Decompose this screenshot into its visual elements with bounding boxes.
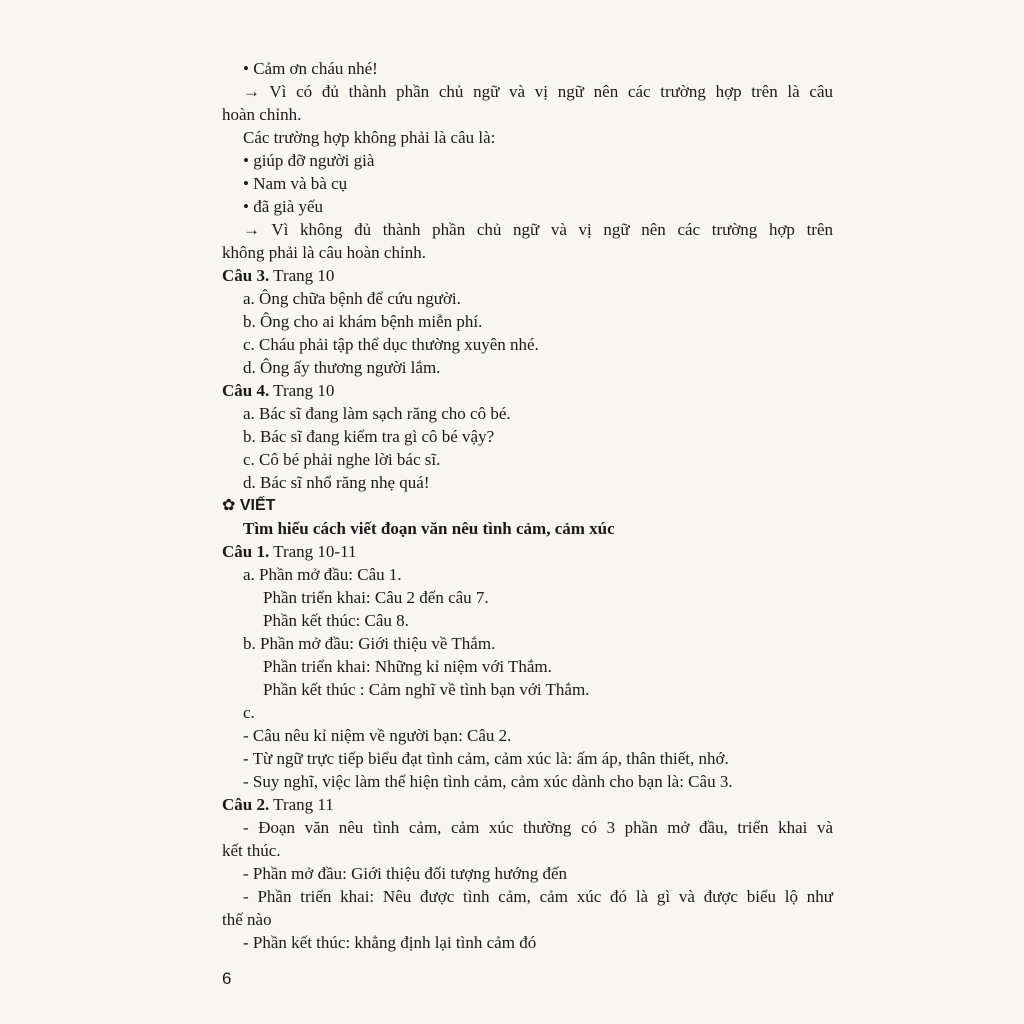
answer-item: b. Ông cho ai khám bệnh miễn phí.: [243, 312, 483, 331]
section-title: VIẾT: [239, 497, 276, 514]
answer-item: b. Phần mở đầu: Giới thiệu về Thắm.: [243, 634, 496, 653]
bullet-item: • Nam và bà cụ: [243, 174, 348, 193]
answer-item: - Đoạn văn nêu tình cảm, cảm xúc thường có 3 phần mở đầu, triển khai và: [243, 818, 833, 837]
answer-item: - Phần kết thúc: khẳng định lại tình cảm đó: [243, 933, 537, 952]
section-subheading: Tìm hiểu cách viết đoạn văn nêu tình cảm, cảm xúc: [243, 519, 615, 538]
conclusion-line-cont: không phải là câu hoàn chỉnh.: [222, 243, 426, 262]
answer-item: d. Ông ấy thương người lắm.: [243, 358, 441, 377]
question-page: Trang 11: [269, 795, 334, 814]
answer-item: d. Bác sĩ nhổ răng nhẹ quá!: [243, 473, 430, 492]
question-label: Câu 3.: [222, 266, 270, 285]
answer-item: a. Bác sĩ đang làm sạch răng cho cô bé.: [243, 404, 511, 423]
answer-item: Phần kết thúc : Cảm nghĩ về tình bạn với Thắm.: [263, 680, 590, 699]
conclusion-line-cont: hoàn chỉnh.: [222, 105, 302, 124]
answer-item: Phần triển khai: Câu 2 đến câu 7.: [263, 588, 489, 607]
question-page: Trang 10-11: [269, 542, 357, 561]
answer-item: Phần kết thúc: Câu 8.: [263, 611, 409, 630]
answer-item: c.: [243, 703, 255, 722]
answer-item: - Suy nghĩ, việc làm thể hiện tình cảm, cảm xúc dành cho bạn là: Câu 3.: [243, 772, 733, 791]
question-label: Câu 4.: [222, 381, 270, 400]
flower-icon: ✿: [222, 497, 236, 514]
answer-item: c. Cháu phải tập thể dục thường xuyên nhé.: [243, 335, 539, 354]
conclusion-line: → Vì không đủ thành phần chủ ngữ và vị ngữ nên các trường hợp trên: [243, 220, 833, 239]
conclusion-line: → Vì có đủ thành phần chủ ngữ và vị ngữ nên các trường hợp trên là câu: [243, 82, 833, 101]
section-heading: [222, 495, 275, 517]
question-heading: [222, 541, 356, 563]
answer-item: a. Ông chữa bệnh để cứu người.: [243, 289, 461, 308]
answer-item: c. Cô bé phải nghe lời bác sĩ.: [243, 450, 441, 469]
bullet-item: • giúp đỡ người già: [243, 151, 375, 170]
bullet-item: • đã già yếu: [243, 197, 324, 216]
question-page: Trang 10: [269, 266, 335, 285]
thanks-line: • Cảm ơn cháu nhé!: [243, 59, 378, 78]
page-number: 6: [222, 969, 232, 988]
answer-item: a. Phần mở đầu: Câu 1.: [243, 565, 402, 584]
question-heading: [222, 794, 334, 816]
question-page: Trang 10: [269, 381, 335, 400]
answer-item: Phần triển khai: Những kỉ niệm với Thắm.: [263, 657, 552, 676]
answer-item: - Từ ngữ trực tiếp biểu đạt tình cảm, cảm xúc là: ấm áp, thân thiết, nhớ.: [243, 749, 729, 768]
not-sentences-label: Các trường hợp không phải là câu là:: [243, 128, 496, 147]
question-label: Câu 2.: [222, 795, 270, 814]
question-heading: [222, 265, 334, 287]
answer-item: - Phần triển khai: Nêu được tình cảm, cảm xúc đó là gì và được biểu lộ như: [243, 887, 833, 906]
answer-item-cont: kết thúc.: [222, 841, 281, 860]
question-label: Câu 1.: [222, 542, 270, 561]
answer-item: - Câu nêu kỉ niệm về người bạn: Câu 2.: [243, 726, 512, 745]
question-heading: [222, 380, 334, 402]
answer-item-cont: thế nào: [222, 910, 272, 929]
answer-item: - Phần mở đầu: Giới thiệu đối tượng hướng đến: [243, 864, 567, 883]
answer-item: b. Bác sĩ đang kiểm tra gì cô bé vậy?: [243, 427, 495, 446]
